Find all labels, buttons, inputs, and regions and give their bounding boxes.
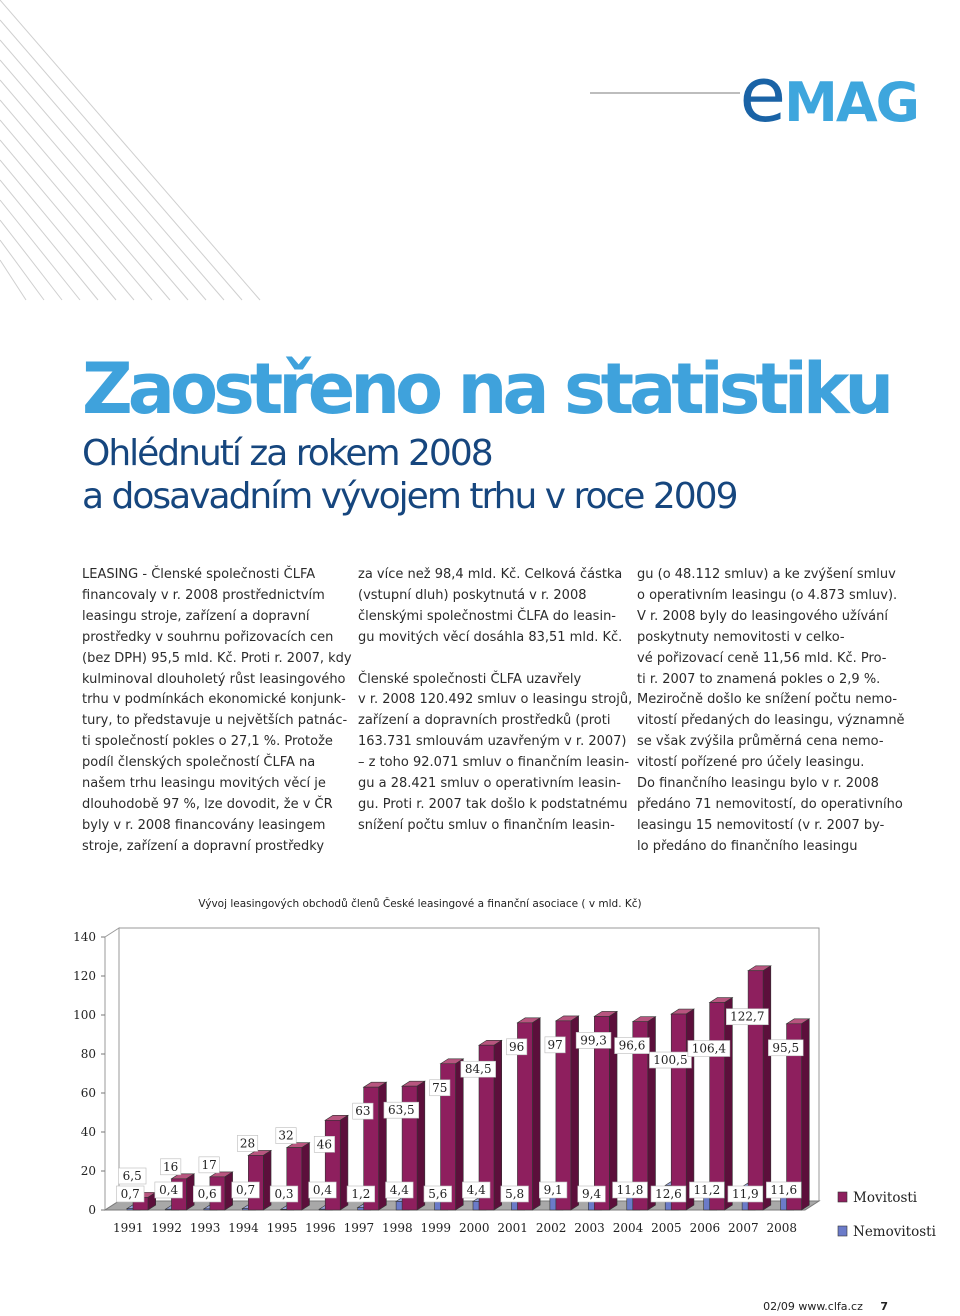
bar-movitosti-side — [763, 966, 771, 1210]
text-line: lo předáno do finančního leasingu — [637, 838, 858, 854]
text-line: prostředky v souhrnu pořizovacích cen — [82, 629, 334, 645]
x-tick-label: 1992 — [151, 1221, 182, 1235]
data-label: 16 — [163, 1159, 179, 1174]
bar-movitosti-side — [379, 1082, 387, 1210]
legend-label: Movitosti — [853, 1190, 918, 1206]
text-line: tury, to představuje u největších patnác- — [82, 713, 348, 729]
bar-movitosti — [671, 1014, 686, 1210]
bar-movitosti — [748, 971, 763, 1210]
bar-movitosti-side — [186, 1174, 194, 1210]
x-tick-label: 1996 — [305, 1221, 336, 1235]
data-label: 63,5 — [387, 1103, 415, 1118]
x-tick-label: 2006 — [689, 1221, 721, 1235]
data-label: 0,6 — [197, 1187, 217, 1201]
page-subheadline — [82, 432, 737, 518]
y-tick-label: 80 — [80, 1047, 96, 1061]
text-line: leasingu stroje, zařízení a dopravní — [82, 608, 310, 624]
decor-line — [0, 80, 188, 300]
legend-label: Nemovitosti — [853, 1224, 936, 1240]
x-tick-label: 1997 — [343, 1221, 375, 1235]
paragraph-gap — [358, 649, 632, 670]
text-line: Členské společnosti ČLFA uzavřely — [358, 671, 582, 687]
data-label: 11,9 — [731, 1187, 759, 1201]
x-tick-label: 1994 — [228, 1221, 259, 1235]
text-line: LEASING - Členské společnosti ČLFA — [82, 567, 316, 582]
y-tick-label: 120 — [73, 969, 96, 983]
data-label: 0,3 — [274, 1187, 294, 1201]
text-line: Meziročně došlo ke snížení počtu nemo- — [637, 692, 898, 708]
x-tick-label: 2000 — [458, 1221, 490, 1235]
emag-logo — [739, 50, 918, 139]
page-headline: Zaostřeno na statistiku — [82, 348, 890, 430]
text-line: vitostí pořízené pro účely leasingu. — [637, 755, 865, 771]
y-tick-label: 60 — [80, 1086, 96, 1100]
data-label: 0,4 — [159, 1183, 179, 1197]
data-label: 122,7 — [730, 1009, 765, 1024]
text-line: členskými společnostmi ČLFA do leasin- — [358, 608, 617, 624]
bar-movitosti-side — [532, 1018, 540, 1210]
bar-movitosti-side — [686, 1009, 694, 1210]
data-label: 12,6 — [655, 1187, 682, 1201]
data-label: 0,4 — [312, 1183, 332, 1197]
bar-movitosti-side — [417, 1081, 425, 1210]
chart-title: Vývoj leasingových obchodů členů České leasingové a finanční asociace ( v mld. Kč) — [198, 898, 642, 910]
text-line: předáno 71 nemovitostí, do operativního — [637, 796, 903, 812]
text-line: gu (o 48.112 smluv) a ke zvýšení smluv — [637, 567, 896, 582]
data-label: 32 — [278, 1128, 294, 1143]
data-label: 100,5 — [653, 1053, 688, 1068]
data-label: 9,4 — [582, 1187, 602, 1201]
text-line: byly v r. 2008 financovány leasingem — [82, 817, 326, 833]
legend-swatch — [838, 1226, 847, 1236]
text-line: snížení počtu smluv o finančním leasin- — [358, 817, 615, 833]
data-label: 11,2 — [693, 1183, 721, 1197]
text-line: vitostí předaných do leasingu, významně — [637, 713, 905, 729]
decor-line — [0, 60, 206, 300]
data-label: 9,1 — [543, 1183, 563, 1197]
text-line: financovaly v r. 2008 prostřednictvím — [82, 587, 325, 603]
text-line: stroje, zařízení a dopravní prostředky — [82, 838, 325, 854]
bar-movitosti-side — [340, 1115, 348, 1210]
text-line: 163.731 smlouvám uzavřeným v r. 2007) — [358, 734, 627, 750]
data-label: 96 — [509, 1039, 525, 1054]
decor-line — [0, 0, 260, 300]
text-column-1 — [82, 565, 352, 858]
logo-wordmark: MAG — [784, 71, 918, 134]
decor-line — [0, 220, 62, 300]
text-line: podíl členských společností ČLFA na — [82, 755, 316, 771]
bar-movitosti-side — [302, 1143, 310, 1210]
y-tick-label: 100 — [73, 1008, 96, 1022]
footer-issue: 02/09 — [763, 1300, 795, 1313]
footer-page-number: 7 — [880, 1300, 888, 1313]
text-column-2 — [358, 565, 632, 837]
text-line: dlouhodobě 97 %, lze dovodit, že v ČR — [82, 796, 333, 812]
logo-rule — [590, 92, 740, 94]
data-label: 5,6 — [428, 1187, 448, 1201]
decor-line — [0, 20, 242, 300]
data-label: 11,6 — [770, 1183, 798, 1197]
x-tick-label: 2003 — [574, 1221, 605, 1235]
page-footer — [763, 1300, 888, 1313]
text-line: našem trhu leasingu movitých věcí je — [82, 776, 326, 792]
text-line: se však zvýšila průměrná cena nemo- — [637, 734, 884, 750]
text-line: trhu v podmínkách ekonomické konjunk- — [82, 692, 346, 708]
chart-side-wall — [105, 928, 119, 1210]
decor-line — [0, 260, 26, 300]
bar-movitosti-side — [225, 1172, 233, 1210]
data-label: 106,4 — [691, 1041, 727, 1056]
text-line: v r. 2008 120.492 smluv o leasingu strojů, — [358, 692, 633, 708]
text-line: gu. Proti r. 2007 tak došlo k podstatnému — [358, 796, 628, 812]
bar-movitosti-side — [725, 998, 733, 1210]
data-label: 17 — [201, 1157, 217, 1172]
y-tick-label: 40 — [80, 1125, 96, 1139]
text-line: gu movitých věcí dosáhla 83,51 mld. Kč. — [358, 629, 623, 645]
data-label: 84,5 — [464, 1062, 492, 1077]
leasing-bar-chart — [0, 910, 960, 1290]
text-line: za více než 98,4 mld. Kč. Celková částka — [358, 567, 623, 582]
data-label: 28 — [239, 1136, 256, 1151]
decor-line — [0, 140, 134, 300]
x-tick-label: 1991 — [112, 1221, 144, 1235]
text-column-3 — [637, 565, 905, 858]
text-line: ti společností pokles o 27,1 %. Protože — [82, 734, 333, 750]
x-tick-label: 2005 — [651, 1221, 682, 1235]
footer-site: www.clfa.cz — [798, 1300, 863, 1313]
text-line: vé pořizovací ceně 11,56 mld. Kč. Pro- — [637, 650, 887, 666]
x-tick-label: 1995 — [266, 1221, 298, 1235]
data-label: 4,4 — [466, 1183, 486, 1197]
data-label: 97 — [547, 1037, 563, 1052]
x-tick-label: 2001 — [497, 1221, 528, 1235]
data-label: 6,5 — [122, 1169, 142, 1183]
data-label: 4,4 — [389, 1183, 409, 1197]
data-label: 96,6 — [618, 1038, 646, 1053]
data-label: 75 — [432, 1080, 448, 1095]
text-line: zařízení a dopravních prostředků (proti — [358, 713, 611, 729]
text-line: – z toho 92.071 smluv o finančním leasin- — [358, 755, 630, 771]
logo-letter-e: e — [739, 50, 785, 139]
text-line: leasingu 15 nemovitostí (v r. 2007 by- — [637, 817, 885, 833]
bar-movitosti-side — [263, 1150, 271, 1210]
x-tick-label: 2004 — [612, 1221, 644, 1235]
subheadline-line-2: a dosavadním vývojem trhu v roce 2009 — [82, 476, 737, 517]
text-line: ti r. 2007 to znamená pokles o 2,9 %. — [637, 671, 881, 687]
data-label: 46 — [316, 1137, 333, 1152]
text-line: kulminoval dlouholetý růst leasingového — [82, 671, 346, 687]
text-line: poskytnuty nemovitosti v celko- — [637, 629, 845, 645]
data-label: 11,8 — [616, 1183, 644, 1197]
data-label: 5,8 — [505, 1187, 525, 1201]
decor-line — [0, 200, 80, 300]
data-label: 0,7 — [236, 1183, 256, 1197]
decor-line — [0, 160, 116, 300]
x-tick-label: 2008 — [766, 1221, 798, 1235]
data-label: 0,7 — [120, 1187, 140, 1201]
bar-movitosti-side — [456, 1059, 464, 1210]
data-label: 95,5 — [772, 1040, 800, 1055]
x-tick-label: 2007 — [728, 1221, 759, 1235]
text-line: Do finančního leasingu bylo v r. 2008 — [637, 776, 879, 792]
data-label: 63 — [355, 1104, 371, 1119]
decor-line — [0, 40, 224, 300]
x-tick-label: 2002 — [535, 1221, 567, 1235]
text-line: V r. 2008 byly do leasingového užívání — [637, 608, 888, 624]
data-label: 1,2 — [351, 1187, 371, 1201]
text-line: (bez DPH) 95,5 mld. Kč. Proti r. 2007, kdy — [82, 650, 352, 666]
decor-line — [0, 100, 170, 300]
x-tick-label: 1999 — [420, 1221, 452, 1235]
y-tick-label: 20 — [80, 1164, 96, 1178]
text-line: o operativním leasingu (o 4.873 smluv). — [637, 587, 898, 603]
bar-movitosti — [710, 1003, 725, 1210]
x-tick-label: 1998 — [382, 1221, 413, 1235]
data-label: 99,3 — [580, 1033, 607, 1048]
y-tick-label: 0 — [88, 1203, 96, 1217]
legend-swatch — [838, 1192, 847, 1202]
text-line: (vstupní dluh) poskytnutá v r. 2008 — [358, 587, 587, 603]
y-tick-label: 140 — [73, 930, 96, 944]
x-tick-label: 1993 — [189, 1221, 221, 1235]
text-line: gu a 28.421 smluv o operativním leasin- — [358, 776, 621, 792]
subheadline-line-1: Ohlédnutí za rokem 2008 — [82, 433, 492, 474]
